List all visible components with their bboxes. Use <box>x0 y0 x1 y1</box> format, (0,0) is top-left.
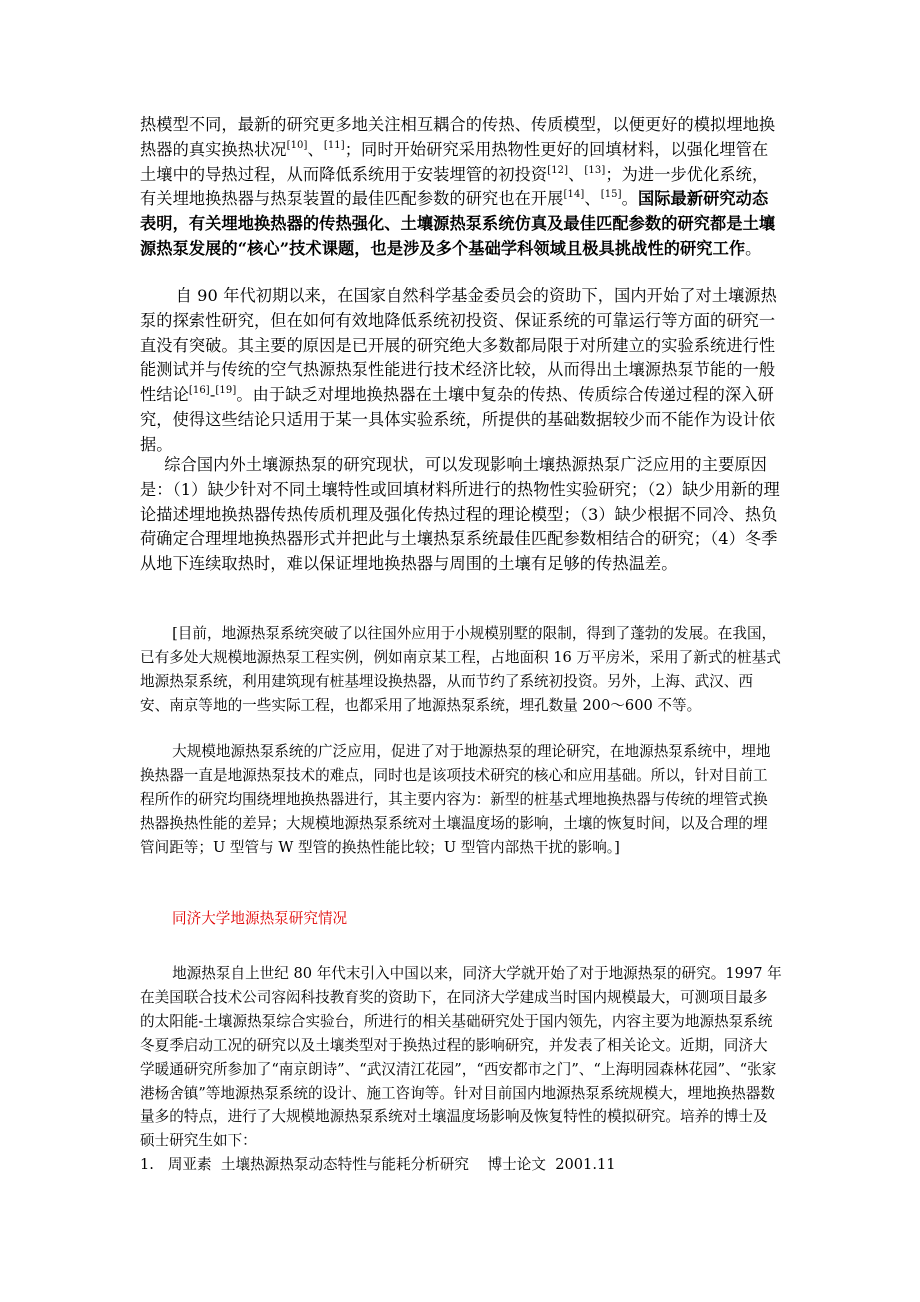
paragraph-tongji-research: 地源热泵自上世纪 80 年代末引入中国以来，同济大学就开始了对于地源热泵的研究。1997 年在美国联合技术公司容闳科技教育奖的资助下，在同济大学建成当时国内规模最大，可测项目最多的太阳能-土壤源热泵综合实验台，所进行的相关基础研究处于国内领先，内容主要为地源热泵系统冬夏季启动工况的研究以及土壤类型对于换热过程的影响研究，并发表了相关论文。近期，同济大学暖通研究所参加了“南京朗诗”、“武汉清江花园”，“西安都市之门”、“上海明园森林花园”、“张家港杨舍镇”等地源热泵系统的设计、施工咨询等。针对目前国内地源热泵系统规模大，埋地换热器数量多的特点，进行了大规模地源热泵系统对土壤温度场影响及恢复特性的模拟研究。培养的博士及硕士研究生如下： <box>140 965 782 1150</box>
paragraph-theory-research: 大规模地源热泵系统的广泛应用，促进了对于地源热泵的理论研究，在地源热泵系统中，埋地换热器一直是地源热泵技术的难点，同时也是该项技术研究的核心和应用基础。所以，针对目前工程所作的研究均围绕埋地换热器进行，其主要内容为：新型的桩基式埋地换热器与传统的埋管式换热器换热性能的差异；大规模地源热泵系统对土壤温度场的影响，土壤的恢复时间，以及合理的埋管间距等；U 型管与 W 型管的换热性能比较；U 型管内部热干扰的影响。] <box>140 743 771 856</box>
citation: [19] <box>215 385 237 397</box>
text: 。由于缺乏对埋地换热器在土壤中复杂的传热、传质综合传递过程的深入研究，使得这些结论只适用于某一具体实验系统，所提供的基础数据较少而不能作为设计依据。 <box>140 385 776 454</box>
citation: [11] <box>323 139 345 151</box>
paragraph-current-development: [目前，地源热泵系统突破了以往国外应用于小规模别墅的限制，得到了蓬勃的发展。在我国，已有多处大规模地源热泵工程实例，例如南京某工程，占地面积 16 万平房米，采用了新式的桩基式地源热泵系统，利用建筑现有桩基埋设换热器，从而节约了系统初投资。另外，上海、武汉、西安、南京等地的一些实际工程，也都采用了地源热泵系统，埋孔数量 200～600 不等。 <box>140 625 781 714</box>
text: 自 90 年代初期以来，在国家自然科学基金委员会的资助下，国内开始了对土壤源热泵的探索性研究，但在如何有效地降低系统初投资、保证系统的可靠运行等方面的研究一直没有突破。其主要的原因是已开展的研究绝大多数都局限于对所建立的实验系统进行性能测试并与传统的空气热源热泵性能进行技术经济比较，从而得出土壤源热泵节能的一般性结论 <box>140 286 777 405</box>
citation: [10] <box>286 139 308 151</box>
text: 。 <box>621 189 638 209</box>
paragraph-research-trends <box>140 113 782 262</box>
text: - <box>209 385 216 405</box>
bold-emphasis: 国际最新研究动态表明，有关埋地换热器的传热强化、土壤源热泵系统仿真及最佳匹配参数的研究都是土壤源热泵发展的“核心”技术课题，也是涉及多个基础学科领域且极具挑战性的研究工作 <box>140 189 776 258</box>
text: ；同时开始研究采用热物性更好的回填材料，以强化埋管在土壤中的导热过程，从而降低系统用于安装埋管的初投资 <box>140 139 769 184</box>
text: 热模型不同，最新的研究更多地关注相互耦合的传热、传质模型，以便更好的模拟埋地换热器的真实换热状况 <box>140 115 776 159</box>
text: 、 <box>568 164 585 184</box>
citation: [14] <box>563 189 585 201</box>
paragraph-main-reasons: 综合国内外土壤源热泵的研究现状，可以发现影响土壤热源热泵广泛应用的主要原因是：（1）缺少针对不同土壤特性或回填材料所进行的热物性实验研究；（2）缺少用新的理论描述埋地换热器传热传质机理及强化传热过程的理论模型；（3）缺少根据不同冷、热负荷确定合理埋地换热器形式并把此与土壤热泵系统最佳匹配参数相结合的研究；（4）冬季从地下连续取热时，难以保证埋地换热器与周围的土壤有足够的传热温差。 <box>140 455 780 574</box>
text: 、 <box>307 139 324 159</box>
paragraph-domestic-research <box>140 284 782 458</box>
section-heading: 同济大学地源热泵研究情况 <box>172 910 348 927</box>
citation: [13] <box>584 164 606 176</box>
list-item: 1. 周亚素 土壤热源热泵动态特性与能耗分析研究 博士论文 2001.11 <box>140 1156 616 1173</box>
citation: [12] <box>547 164 569 176</box>
citation: [16] <box>188 385 210 397</box>
text: 、 <box>584 189 601 209</box>
text: ；为进一步优化系统，有关埋地换热器与热泵装置的最佳匹配参数的研究也在开展 <box>140 164 769 209</box>
citation: [15] <box>600 189 622 201</box>
text: 。 <box>745 238 762 258</box>
